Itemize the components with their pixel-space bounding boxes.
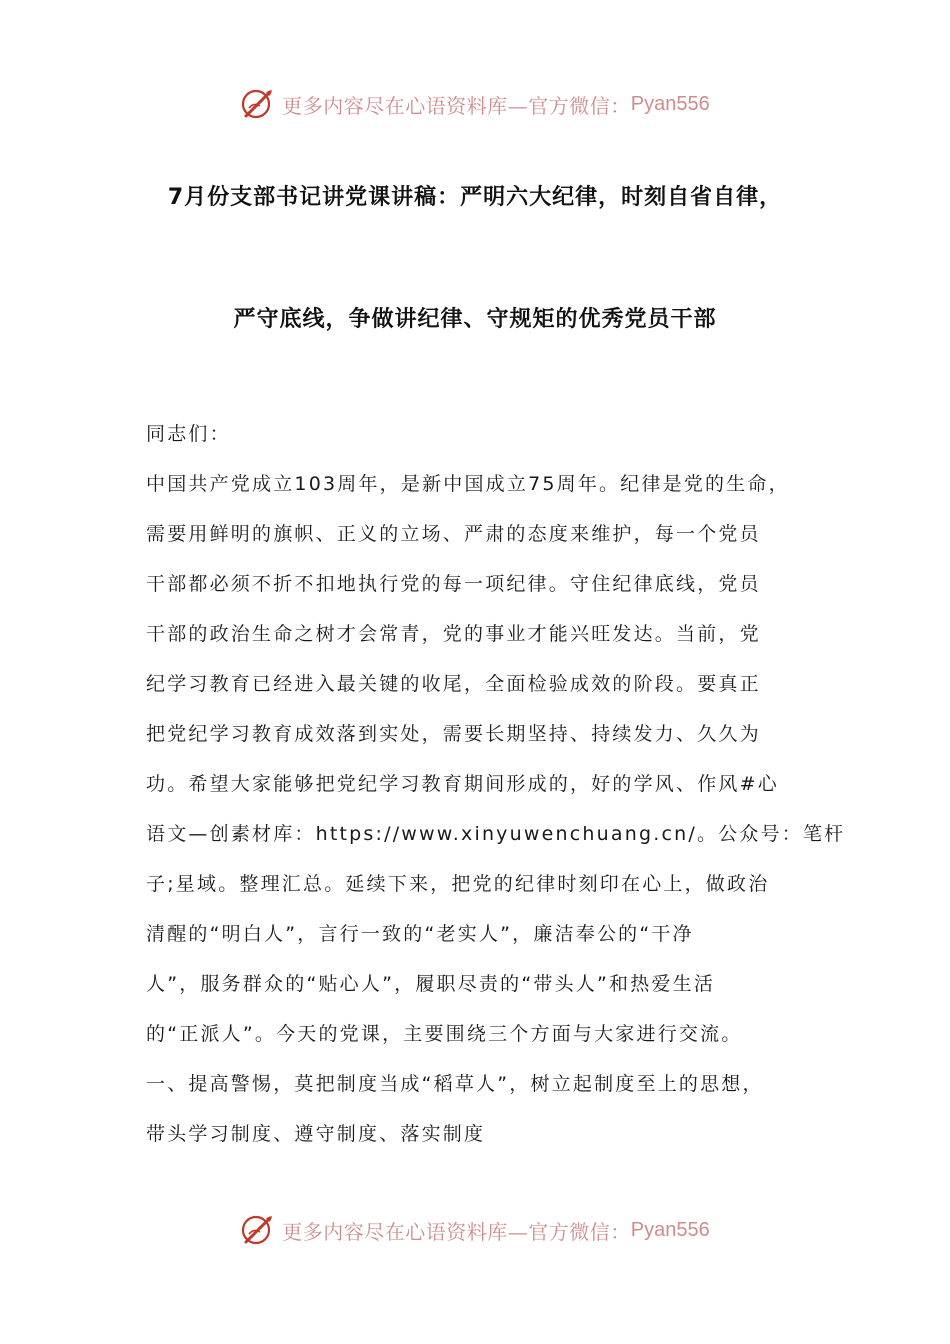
document-title-line-1: 7月份支部书记讲党课讲稿：严明六大纪律，时刻自省自律， bbox=[167, 185, 783, 210]
body-line: 干部都必须不折不扣地执行党的每一项纪律。守住纪律底线，党员 bbox=[146, 573, 761, 595]
body-line: 干部的政治生命之树才会常青，党的事业才能兴旺发达。当前，党 bbox=[146, 623, 761, 645]
header-watermark bbox=[0, 84, 950, 124]
body-line: 需要用鲜明的旗帜、正义的立场、严肃的态度来维护，每一个党员 bbox=[146, 523, 761, 545]
body-line: 功。希望大家能够把党纪学习教育期间形成的，好的学风、作风#心 bbox=[146, 773, 779, 795]
document-title-line-2: 严守底线，争做讲纪律、守规矩的优秀党员干部 bbox=[233, 307, 717, 332]
body-line: 清醒的“明白人”，言行一致的“老实人”，廉洁奉公的“干净 bbox=[146, 923, 694, 945]
pen-logo-icon bbox=[240, 1212, 276, 1248]
body-line: 语文—创素材库：https://www.xinyuwenchuang.cn/。公众号：笔杆 bbox=[146, 823, 846, 845]
pen-logo-icon bbox=[240, 86, 276, 122]
body-line: 子;星域。整理汇总。延续下来，把党的纪律时刻印在心上，做政治 bbox=[146, 873, 770, 895]
body-line: 把党纪学习教育成效落到实处，需要长期坚持、持续发力、久久为 bbox=[146, 723, 761, 745]
body-line: 同志们： bbox=[146, 423, 231, 445]
body-line: 中国共产党成立103周年，是新中国成立75周年。纪律是党的生命， bbox=[146, 473, 790, 495]
watermark-text: 更多内容尽在心语资料库—官方微信： bbox=[282, 93, 631, 118]
body-line: 一、提高警惕，莫把制度当成“稻草人”，树立起制度至上的思想， bbox=[146, 1073, 764, 1095]
watermark-wechat-id: Pyan556 bbox=[630, 92, 710, 115]
footer-watermark bbox=[0, 1210, 950, 1250]
body-line: 的“正派人”。今天的党课，主要围绕三个方面与大家进行交流。 bbox=[146, 1023, 743, 1045]
body-line: 纪学习教育已经进入最关键的收尾，全面检验成效的阶段。要真正 bbox=[146, 673, 761, 695]
body-line: 人”，服务群众的“贴心人”，履职尽责的“带头人”和热爱生活 bbox=[146, 973, 716, 995]
watermark-wechat-id: Pyan556 bbox=[630, 1218, 710, 1241]
body-line: 带头学习制度、遵守制度、落实制度 bbox=[146, 1123, 486, 1145]
watermark-text: 更多内容尽在心语资料库—官方微信： bbox=[282, 1219, 631, 1244]
document-body bbox=[146, 409, 846, 1159]
